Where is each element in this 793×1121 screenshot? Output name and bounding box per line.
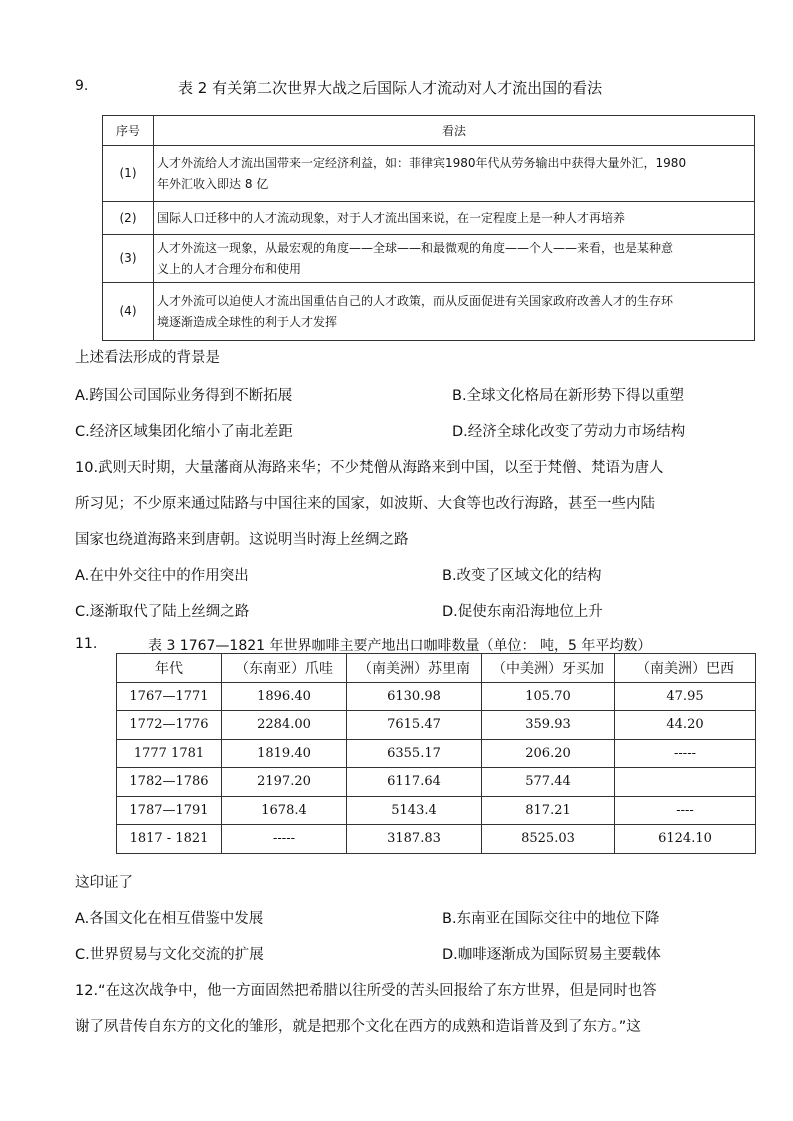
q10-line: 10.武则天时期，大量藩商从海路来华；不少梵僧从海路来到中国，以至于梵僧、梵语为唐人 <box>75 460 664 476</box>
table-row <box>117 739 756 768</box>
row-number: (4) <box>103 283 154 341</box>
table-row <box>103 146 755 202</box>
row-text-line: 人才外流给人才流出国带来一定经济利益，如：菲律宾1980年代从劳务输出中获得大量外汇，1980 <box>157 155 687 170</box>
q9-stem: 上述看法形成的背景是 <box>75 350 220 366</box>
q9-option-d[interactable]: D.经济全球化改变了劳动力市场结构 <box>452 424 686 440</box>
q11-number: 11. <box>75 636 98 652</box>
q11-table <box>116 653 756 854</box>
table-cell: 1772—1776 <box>117 711 222 740</box>
row-number: (3) <box>103 235 154 283</box>
table-cell: 6130.98 <box>347 682 482 711</box>
table-cell: 105.70 <box>482 682 615 711</box>
table-header-cell: （东南亚）爪哇 <box>222 654 347 683</box>
table-cell: 1782—1786 <box>117 768 222 797</box>
row-text-line: 年外汇收入即达 8 亿 <box>157 176 269 191</box>
table-cell: 6355.17 <box>347 739 482 768</box>
table-cell: 1678.4 <box>222 796 347 825</box>
row-text-line: 境逐渐造成全球性的利于人才发挥 <box>157 314 338 329</box>
table-header-cell: （中美洲）牙买加 <box>482 654 615 683</box>
table-cell: 1787—1791 <box>117 796 222 825</box>
row-text-line: 国际人口迁移中的人才流动现象，对于人才流出国来说，在一定程度上是一种人才再培养 <box>157 210 626 225</box>
row-number: (1) <box>103 146 154 202</box>
table-row <box>117 682 756 711</box>
table-cell: 1767—1771 <box>117 682 222 711</box>
q10-option-b[interactable]: B.改变了区域文化的结构 <box>442 568 602 584</box>
table-cell: 2284.00 <box>222 711 347 740</box>
table-row <box>117 768 756 797</box>
table-header-cell: 看法 <box>154 116 755 146</box>
q9-option-a[interactable]: A.跨国公司国际业务得到不断拓展 <box>75 388 293 404</box>
table-header-cell: （南美洲）巴西 <box>615 654 756 683</box>
table-row <box>103 283 755 341</box>
table-cell: 577.44 <box>482 768 615 797</box>
table-cell: 8525.03 <box>482 825 615 854</box>
table-row <box>117 825 756 854</box>
table-cell: 817.21 <box>482 796 615 825</box>
table-cell: 5143.4 <box>347 796 482 825</box>
row-text <box>154 235 755 283</box>
row-text-line: 人才外流可以迫使人才流出国重估自己的人才政策，而从反面促进有关国家政府改善人才的生存环 <box>157 293 674 308</box>
q9-number: 9. <box>75 78 89 94</box>
table-cell: ----- <box>222 825 347 854</box>
table-cell: 6117.64 <box>347 768 482 797</box>
table-cell: 359.93 <box>482 711 615 740</box>
table-cell: 44.20 <box>615 711 756 740</box>
table-cell: 47.95 <box>615 682 756 711</box>
table-row <box>117 711 756 740</box>
q9-option-b[interactable]: B.全球文化格局在新形势下得以重塑 <box>452 388 685 404</box>
table-cell: 2197.20 <box>222 768 347 797</box>
q11-option-b[interactable]: B.东南亚在国际交往中的地位下降 <box>442 911 660 927</box>
q11-table-caption: 表 3 1767—1821 年世界咖啡主要产地出口咖啡数量（单位： 吨，5 年平均数） <box>148 638 652 654</box>
table-header-cell: 序号 <box>103 116 154 146</box>
row-text <box>154 146 755 202</box>
table-cell <box>615 768 756 797</box>
table-cell: ---- <box>615 796 756 825</box>
table-header-cell: 年代 <box>117 654 222 683</box>
q10-line: 所习见；不少原来通过陆路与中国往来的国家，如波斯、大食等也改行海路，甚至一些内陆 <box>75 496 655 512</box>
table-cell: 7615.47 <box>347 711 482 740</box>
table-cell: ----- <box>615 739 756 768</box>
q9-table-caption: 表 2 有关第二次世界大战之后国际人才流动对人才流出国的看法 <box>178 79 603 97</box>
q11-option-a[interactable]: A.各国文化在相互借鉴中发展 <box>75 911 264 927</box>
table-cell: 3187.83 <box>347 825 482 854</box>
q11-option-c[interactable]: C.世界贸易与文化交流的扩展 <box>75 947 264 963</box>
q12-line: 谢了夙昔传自东方的文化的雏形，就是把那个文化在西方的成熟和造诣普及到了东方。”这 <box>75 1019 641 1035</box>
table-row <box>117 796 756 825</box>
row-text-line: 人才外流这一现象，从最宏观的角度——全球——和最微观的角度——个人——来看，也是某种意 <box>157 240 674 255</box>
table-cell: 1817 - 1821 <box>117 825 222 854</box>
q11-option-d[interactable]: D.咖啡逐渐成为国际贸易主要载体 <box>442 947 661 963</box>
table-header-cell: （南美洲）苏里南 <box>347 654 482 683</box>
table-header-row <box>117 654 756 683</box>
q10-option-d[interactable]: D.促使东南沿海地位上升 <box>442 604 603 620</box>
q9-table <box>102 115 755 341</box>
row-number: (2) <box>103 202 154 235</box>
q10-option-a[interactable]: A.在中外交往中的作用突出 <box>75 568 249 584</box>
row-text <box>154 202 755 235</box>
row-text <box>154 283 755 341</box>
q12-line: 12.“在这次战争中，他一方面固然把希腊以往所受的苦头回报给了东方世界，但是同时也答 <box>75 983 657 999</box>
table-header-row <box>103 116 755 146</box>
table-row <box>103 202 755 235</box>
q10-line: 国家也绕道海路来到唐朝。这说明当时海上丝绸之路 <box>75 532 409 548</box>
table-cell: 6124.10 <box>615 825 756 854</box>
table-cell: 1896.40 <box>222 682 347 711</box>
table-cell: 206.20 <box>482 739 615 768</box>
table-row <box>103 235 755 283</box>
q11-stem: 这印证了 <box>75 875 133 891</box>
row-text-line: 义上的人才合理分布和使用 <box>157 261 302 276</box>
table-cell: 1777 1781 <box>117 739 222 768</box>
q9-option-c[interactable]: C.经济区域集团化缩小了南北差距 <box>75 424 293 440</box>
q10-option-c[interactable]: C.逐渐取代了陆上丝绸之路 <box>75 604 250 620</box>
table-cell: 1819.40 <box>222 739 347 768</box>
